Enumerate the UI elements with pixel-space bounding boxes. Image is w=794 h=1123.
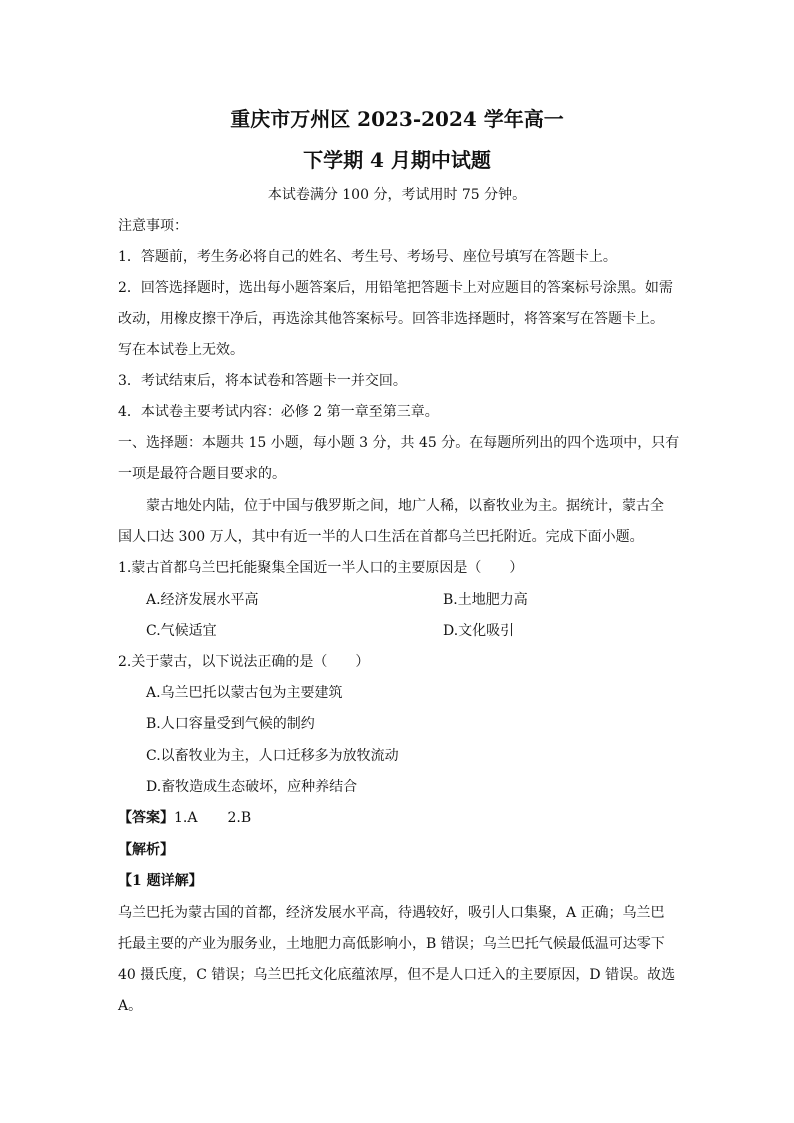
notice-item-2-line-3: 写在本试卷上无效。: [118, 342, 244, 358]
passage-line-2: 国人口达 300 万人，其中有近一半的人口生活在首都乌兰巴托附近。完成下面小题。: [118, 529, 644, 545]
question-2-option-c: C.以畜牧业为主，人口迁移多为放牧流动: [146, 748, 399, 764]
question-2-option-a: A.乌兰巴托以蒙古包为主要建筑: [146, 685, 343, 701]
answer-1: 1.A: [174, 810, 198, 826]
notice-item-3: 3．考试结束后，将本试卷和答题卡一并交回。: [118, 373, 407, 389]
question-1-option-b: B.土地肥力高: [443, 592, 528, 608]
question-1-stem: 1.蒙古首都乌兰巴托能聚集全国近一半人口的主要原因是（ ）: [118, 560, 524, 576]
analysis-label: 【解析】: [118, 842, 174, 858]
detail-label: 【1 题详解】: [118, 873, 203, 889]
question-1-option-c: C.气候适宜: [146, 623, 217, 639]
section-1-line-2: 一项是最符合题目要求的。: [118, 466, 286, 482]
title-line-2: 下学期 4 月期中试题: [303, 148, 491, 172]
question-1-option-d: D.文化吸引: [443, 623, 515, 639]
answer-line: [118, 808, 251, 828]
answer-2: 2.B: [227, 810, 252, 826]
question-2-stem: 2.关于蒙古，以下说法正确的是（ ）: [118, 654, 370, 670]
notice-item-2-line-1: 2．回答选择题时，选出每小题答案后，用铅笔把答题卡上对应题目的答案标号涂黑。如需: [118, 280, 673, 296]
section-1-line-1: 一、选择题：本题共 15 小题，每小题 3 分，共 45 分。在每题所列出的四个选项中，只有: [118, 435, 680, 451]
notice-item-2-line-2: 改动，用橡皮擦干净后，再选涂其他答案标号。回答非选择题时，将答案写在答题卡上。: [118, 311, 664, 327]
answer-label: 【答案】: [118, 810, 174, 826]
question-2-option-b: B.人口容量受到气候的制约: [146, 716, 315, 732]
explanation-line-2: 托最主要的产业为服务业，土地肥力高低影响小，B 错误；乌兰巴托气候最低温可达零下: [118, 936, 665, 952]
question-1-option-a: A.经济发展水平高: [146, 592, 259, 608]
notice-item-1: 1．答题前，考生务必将自己的姓名、考生号、考场号、座位号填写在答题卡上。: [118, 249, 617, 265]
notice-item-4: 4．本试卷主要考试内容：必修 2 第一章至第三章。: [118, 404, 439, 420]
explanation-line-3: 40 摄氏度，C 错误；乌兰巴托文化底蕴浓厚，但不是人口迁入的主要原因，D 错误。故选: [118, 967, 676, 983]
question-2-option-d: D.畜牧造成生态破坏，应种养结合: [146, 779, 358, 795]
explanation-line-1: 乌兰巴托为蒙古国的首都，经济发展水平高，待遇较好，吸引人口集聚，A 正确；乌兰巴: [118, 905, 665, 921]
title-line-1: 重庆市万州区 2023-2024 学年高一: [230, 107, 564, 131]
exam-info: 本试卷满分 100 分，考试用时 75 分钟。: [267, 187, 527, 203]
passage-line-1: 蒙古地处内陆，位于中国与俄罗斯之间，地广人稀，以畜牧业为主。据统计，蒙古全: [146, 498, 664, 514]
notice-heading: 注意事项：: [118, 218, 188, 234]
explanation-line-4: A。: [118, 998, 143, 1014]
